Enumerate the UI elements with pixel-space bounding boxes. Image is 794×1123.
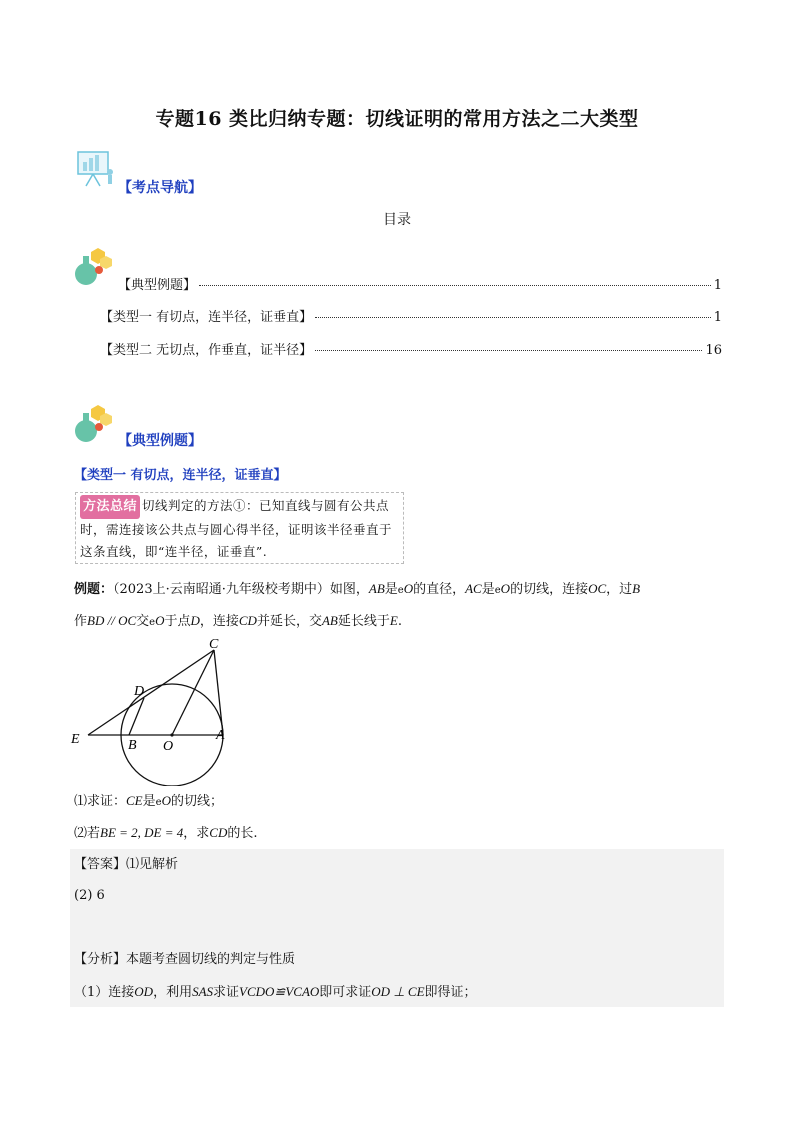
answer-part-1: ⑴见解析 [126,857,179,872]
circle-symbol: e [397,585,404,596]
label-o: O [163,739,174,754]
toc-item-label: 【类型一 有切点，连半径，证垂直】 [100,310,313,325]
math: BD // OC [87,613,137,628]
line-oc [172,650,214,735]
math: E [389,613,398,628]
analysis-label: 【分析】 [74,952,127,967]
math: OC [588,581,607,596]
math: AB [368,581,385,596]
toc-item[interactable] [118,274,722,293]
math: OD ⊥ CE [371,984,425,999]
text: （1）连接 [74,985,135,1000]
text: . [397,614,402,629]
question-1 [74,791,223,813]
flask-icon [72,403,114,447]
text: ，过 [606,582,633,597]
text: 的切线，连接 [510,582,589,597]
text: 交 [136,614,150,629]
question-2 [74,823,258,844]
text: ，连接 [199,614,239,629]
circle-symbol: e [155,797,162,808]
toc-leader [199,284,711,286]
text: 于点 [164,614,191,629]
math: VCDO≌VCAO [239,984,320,999]
toc-item[interactable] [100,306,722,325]
point-o [170,733,173,736]
toc-leader [315,316,711,318]
toc-leader [315,349,702,351]
text: ⑵若 [74,826,101,841]
line-ca [214,650,223,735]
presentation-board-icon [74,148,118,192]
toc-item-label: 【典型例题】 [118,278,197,293]
toc-title: 目录 [383,212,411,228]
label-b: B [128,738,137,753]
method-tag: 方法总结 [80,495,140,519]
text: 的直径， [413,582,466,597]
example-line-1 [74,579,724,601]
text: 即可求证 [319,985,372,1000]
label-e: E [71,732,80,747]
method-text: 切线判定的方法①：已知直线与圆有公共点时，需连接该公共点与圆心得半径，证明该半径垂直于这条直线，即“连半径，证垂直”. [80,498,393,559]
analysis-line-1 [74,950,295,970]
example-line-2 [74,611,724,633]
circle-symbol: e [149,617,156,628]
analysis-line-2 [74,982,477,1003]
geometry-figure [66,636,246,790]
method-summary-box [75,492,404,564]
text: ，利用 [153,985,193,1000]
answer-label: 【答案】 [74,857,127,872]
text: 是 [481,582,495,597]
section-label: 【典型例题】 [118,433,202,449]
type1-label-left: 【类型一 有切点， [74,468,183,483]
math: AC [465,581,482,596]
math: O [161,793,171,808]
math: B [632,581,641,596]
text: 求证 [213,985,240,1000]
toc-item-page: 1 [713,310,722,325]
type1-label [74,464,287,483]
text: 即得证； [424,985,477,1000]
text: ，求 [183,826,210,841]
text: 是 [384,582,398,597]
toc-item-page: 16 [705,343,722,358]
text: （2023上·云南昭通·九年级校考期中）如图， [113,582,369,597]
text: 作 [74,614,88,629]
type1-label-right: 证垂直】 [234,468,287,483]
analysis-text: 本题考查圆切线的判定与性质 [126,952,296,967]
math: O [500,581,511,596]
math: OD [134,984,154,999]
label-a: A [216,728,225,743]
flask-icon [72,246,114,290]
math: CD [238,613,257,628]
text: 延长线于 [337,614,390,629]
type1-label-mid: 连半径， [182,468,235,483]
line-ec [88,650,214,735]
math: BE = 2, DE = 4 [100,825,184,840]
nav-label: 【考点导航】 [118,180,202,196]
text: 的切线； [170,794,223,809]
example-lead: 例题： [74,582,114,597]
answer-line-1 [74,855,178,875]
text: 并延长，交 [256,614,322,629]
label-c: C [209,637,219,652]
answer-part-2: (2) 6 [74,888,105,903]
circle-symbol: e [494,585,501,596]
page-title: 专题16 类比归纳专题：切线证明的常用方法之二大类型 [155,108,639,130]
math: CD [209,825,228,840]
math: CE [126,793,143,808]
label-d: D [134,684,145,699]
toc-item-label: 【类型二 无切点，作垂直，证半径】 [100,343,313,358]
text: 是 [142,794,156,809]
toc-item[interactable] [100,339,722,358]
math: O [155,613,165,628]
math: AB [321,613,338,628]
math: O [403,581,414,596]
toc-item-page: 1 [713,278,722,293]
text: ⑴求证： [74,794,127,809]
math: D [190,613,200,628]
math: SAS [192,984,214,999]
text: 的长. [227,826,258,841]
